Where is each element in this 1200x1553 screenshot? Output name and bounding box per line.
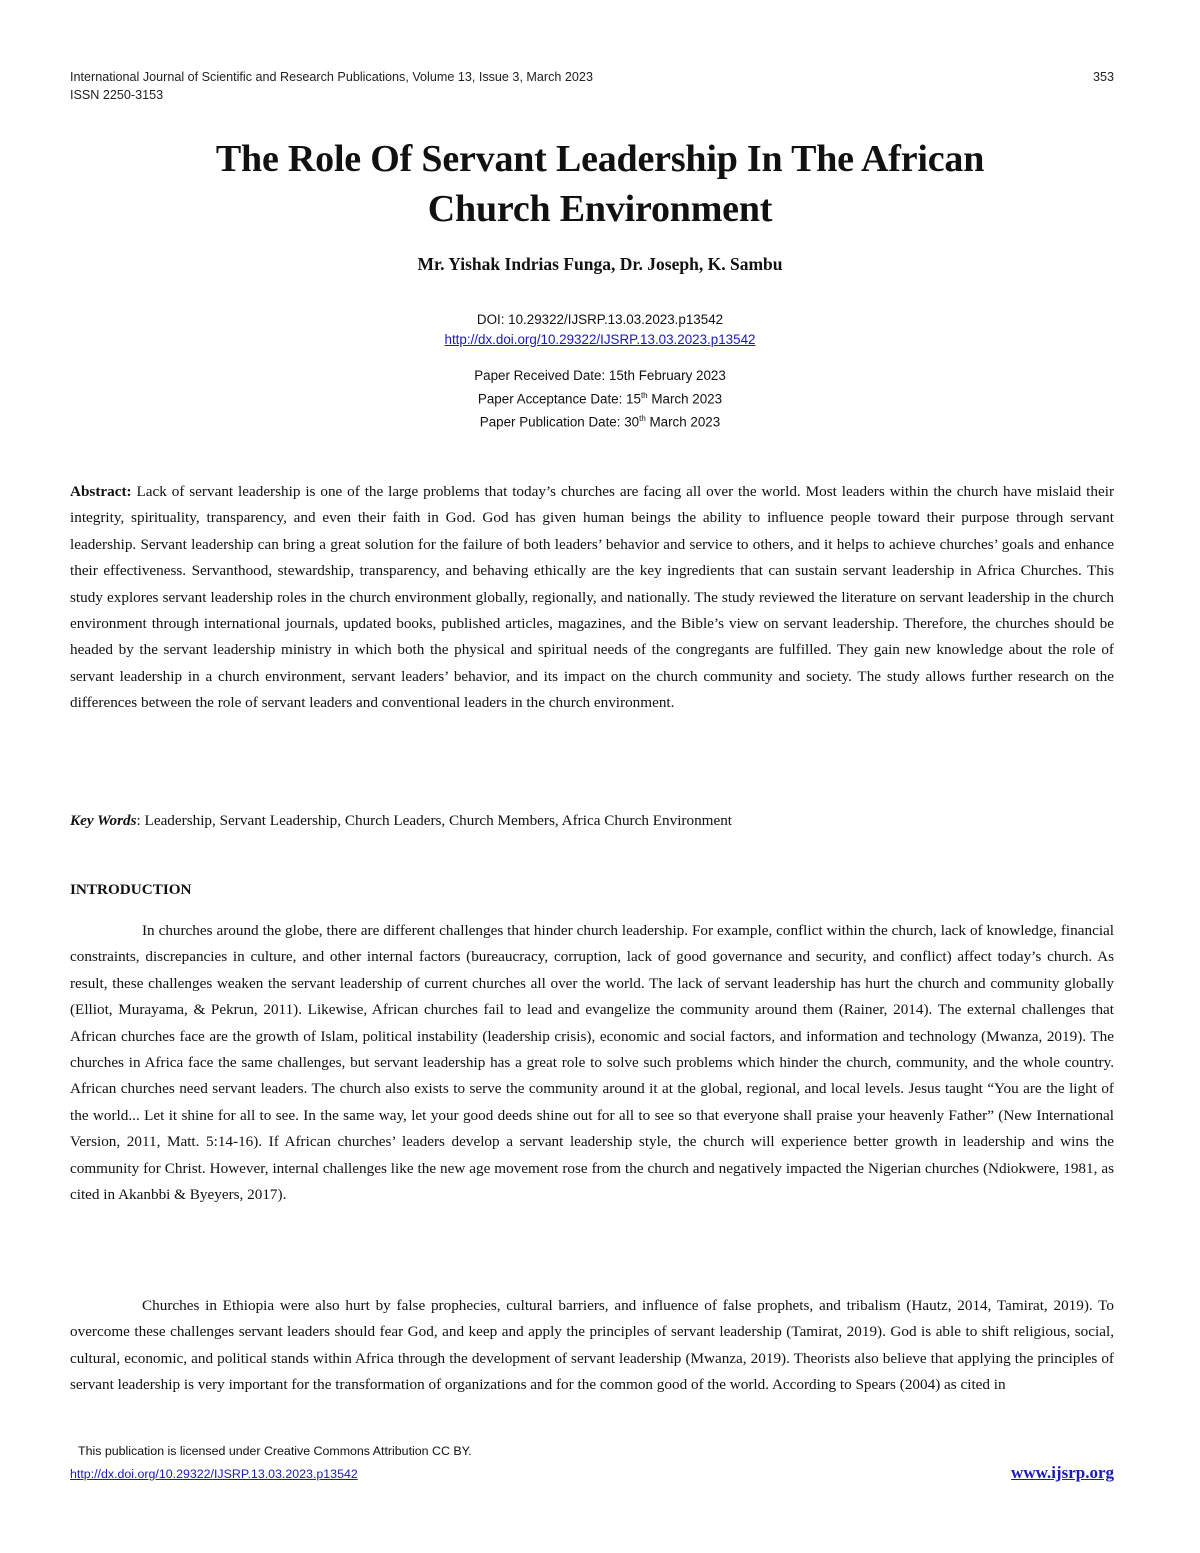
page-number: 353 (1092, 70, 1114, 84)
issn: ISSN 2250-3153 (70, 88, 164, 102)
abstract (70, 479, 1114, 717)
website-link[interactable]: www.ijsrp.org (1011, 1463, 1114, 1482)
keywords-label: Key Words (70, 812, 137, 829)
license-notice: This publication is licensed under Creative Commons Attribution CC BY. (78, 1444, 472, 1458)
footer-doi-link[interactable]: http://dx.doi.org/10.29322/IJSRP.13.03.2023.p13542 (70, 1467, 358, 1481)
page-footer (70, 1442, 1114, 1485)
abstract-text: Lack of servant leadership is one of the large problems that today’s churches are facing all over the world. Most leaders within the church have mislaid their integrity, spirituality, transparency, and even their faith in God. God has given human beings the ability to influence people toward their purpose through servant leadership. Servant leadership can bring a great solution for the failure of both leaders’ behavior and service to others, and it helps to achieve churches’ goals and enhance their effectiveness. Servanthood, stewardship, transparency, and behaving ethically are the key ingredients that can sustain servant leadership in Africa Churches. This study explores servant leadership roles in the church environment globally, regionally, and nationally. The study reviewed the literature on servant leadership in the church environment through international journals, updated books, published articles, magazines, and the Bible’s view on servant leadership. Therefore, the churches should be headed by the servant leadership ministry in which both the physical and spiritual needs of the congregants are fulfilled. They gain new knowledge about the role of servant leadership in a church environment, servant leaders’ behavior, and its impact on the church community and society. The study allows further research on the differences between the role of servant leaders and conventional leaders in the church environment. (70, 483, 1114, 712)
doi-text: DOI: 10.29322/IJSRP.13.03.2023.p13542 (476, 312, 724, 327)
acceptance-date: Paper Acceptance Date: 15th March 2023 (477, 391, 723, 407)
abstract-label: Abstract: (70, 483, 132, 500)
title-line-2: Church Environment (427, 188, 773, 230)
running-header (70, 68, 1114, 104)
title-line-1: The Role Of Servant Leadership In The African (215, 138, 985, 180)
paper-title (100, 134, 1100, 234)
doi-link[interactable]: http://dx.doi.org/10.29322/IJSRP.13.03.2023.p13542 (444, 332, 756, 347)
keywords (70, 809, 1114, 833)
authors: Mr. Yishak Indrias Funga, Dr. Joseph, K. Sambu (417, 254, 783, 274)
body-paragraph-2: Churches in Ethiopia were also hurt by false prophecies, cultural barriers, and influence of false prophets, and tribalism (Hautz, 2014, Tamirat, 2019). To overcome these challenges servant leaders should fear God, and keep and apply the principles of servant leadership (Tamirat, 2019). God is able to shift religious, social, cultural, economic, and political stands within Africa through the development of servant leadership (Mwanza, 2019). Theorists also believe that applying the principles of servant leadership is very important for the transformation of organizations and for the common good of the world. According to Spears (2004) as cited in (70, 1297, 1114, 1394)
section-heading-introduction: INTRODUCTION (70, 881, 192, 898)
body-paragraph-1: In churches around the globe, there are different challenges that hinder church leadership. For example, conflict within the church, lack of knowledge, financial constraints, discrepancies in culture, and other internal factors (bureaucracy, corruption, lack of good governance and security, and conflict) affect today’s church. As result, these challenges weaken the servant leadership of current churches all over the world. The lack of servant leadership has hurt the church and community globally (Elliot, Murayama, & Pekrun, 2011). Likewise, African churches fail to lead and evangelize the community around them (Rainer, 2014). The external challenges that African churches face are the growth of Islam, political instability (leadership crisis), economic and social factors, and information and technology (Mwanza, 2019). The churches in Africa face the same challenges, but servant leadership has a great role to solve such problems which hinder the church, community, and the whole country. African churches need servant leaders. The church also exists to serve the community around it at the global, regional, and local levels. Jesus taught “You are the light of the world... Let it shine for all to see. In the same way, let your good deeds shine out for all to see so that everyone shall praise your heavenly Father” (New International Version, 2011, Matt. 5:14-16). If African churches’ leaders develop a servant leadership style, the church will experience better growth in leadership and wins the community for Christ. However, internal challenges like the new age movement rose from the church and negatively impacted the Nigerian churches (Ndiokwere, 1981, as cited in Akanbbi & Byeyers, 2017). (70, 922, 1114, 1204)
keywords-text: : Leadership, Servant Leadership, Church Leaders, Church Members, Africa Church Environment (136, 812, 733, 829)
publication-date: Paper Publication Date: 30th March 2023 (479, 414, 721, 430)
paper-meta (0, 310, 1200, 433)
received-date: Paper Received Date: 15th February 2023 (474, 368, 726, 383)
journal-name: International Journal of Scientific and Research Publications, Volume 13, Issue 3, March 2023 (70, 70, 593, 84)
